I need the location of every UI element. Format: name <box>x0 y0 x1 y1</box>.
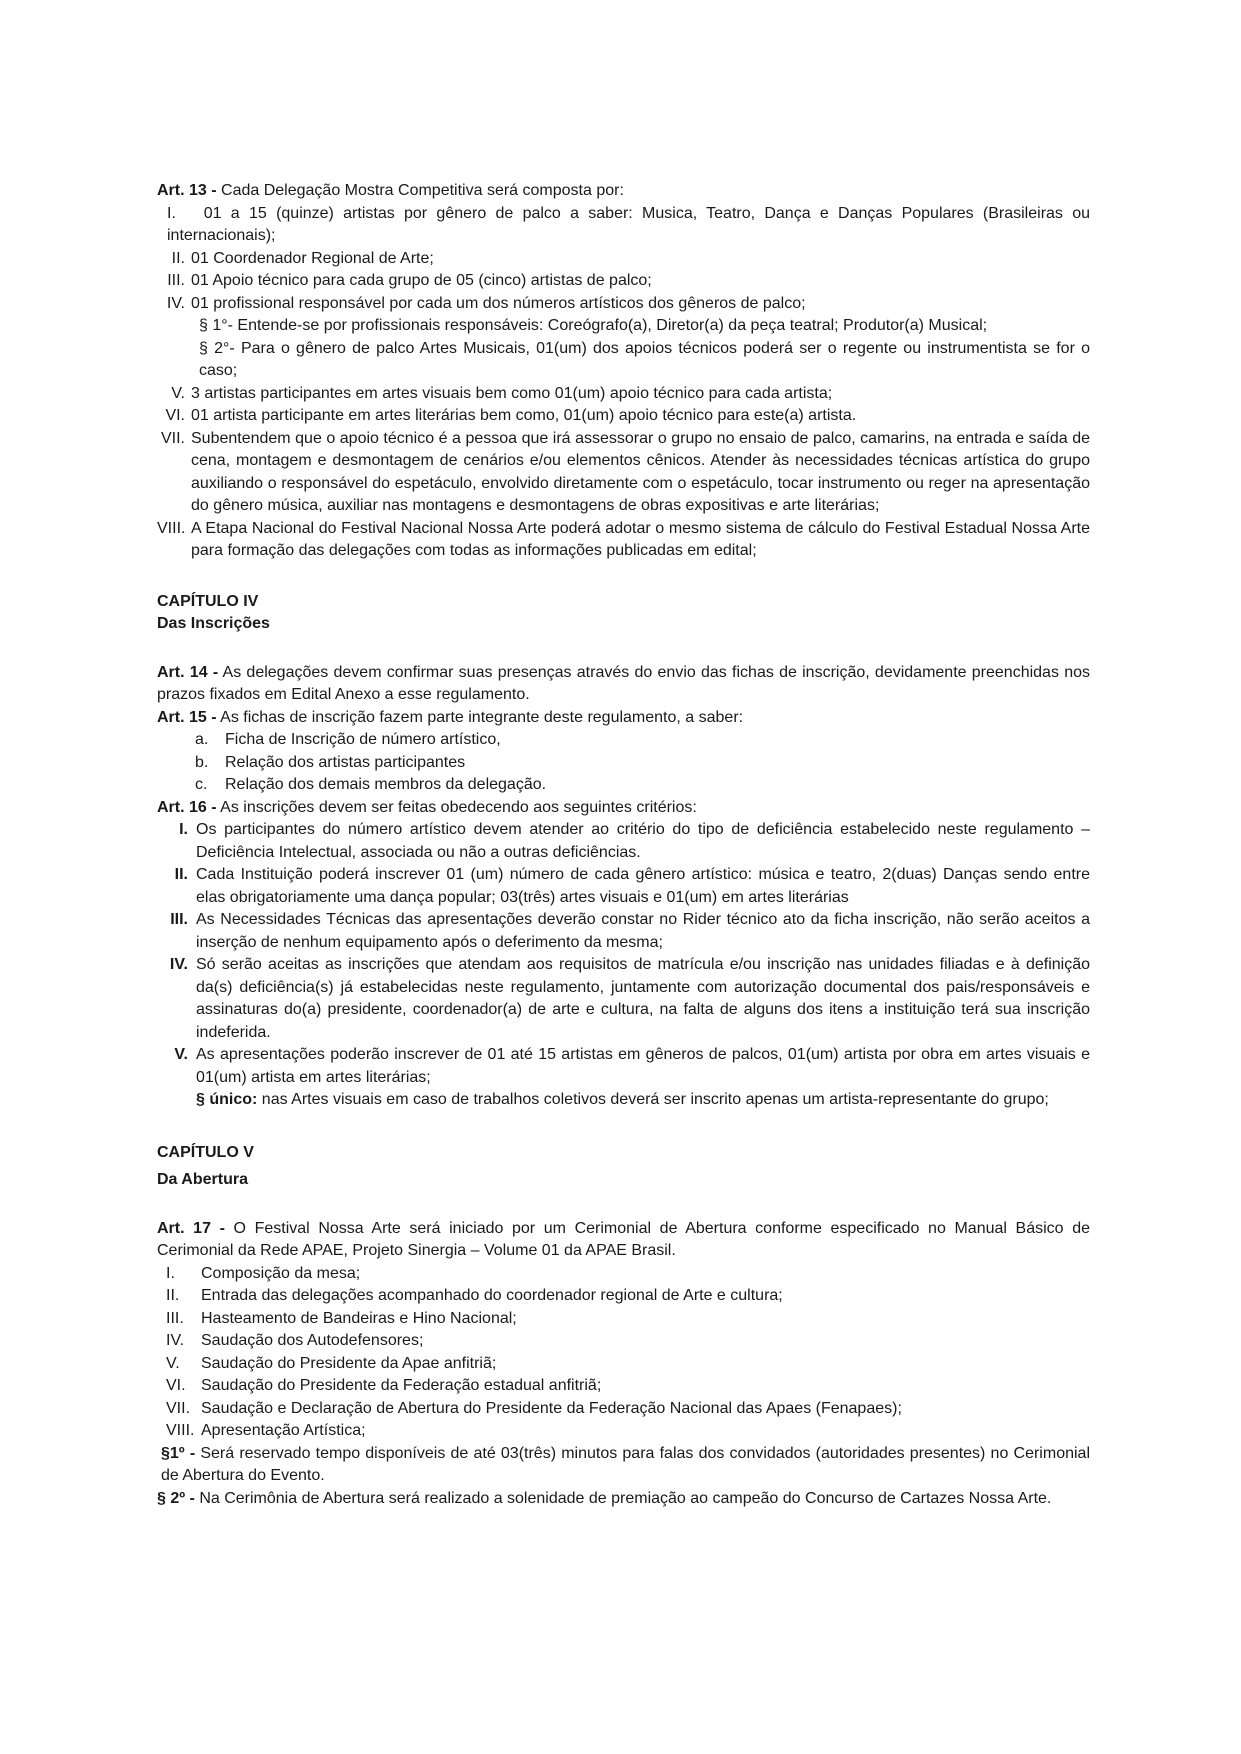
list-item-text: Apresentação Artística; <box>201 1422 366 1439</box>
art-16-list <box>157 819 1090 1112</box>
list-item-text: Relação dos artistas participantes <box>225 753 466 771</box>
list-item-v <box>157 383 1090 406</box>
list-item-text: As Necessidades Técnicas das apresentações deverão constar no Rider técnico ato da ficha inscrição, não serão aceitos a inserção de nenhum equipamento após o deferimento da mesma; <box>196 911 1090 951</box>
art-17-heading <box>157 1218 1090 1263</box>
art-15-label: Art. 15 - <box>157 708 217 726</box>
chapter-5-title: CAPÍTULO V <box>157 1143 254 1161</box>
list-item-number: I. <box>179 821 188 838</box>
list-item-i <box>157 1263 1090 1286</box>
list-item-ii <box>157 1285 1090 1308</box>
art-13-list <box>157 203 1090 563</box>
list-item-ii <box>157 864 1090 909</box>
art-13-heading <box>157 180 1090 203</box>
list-item-iii <box>157 270 1090 293</box>
list-item-number: I. <box>166 1264 175 1282</box>
list-item-text: Entrada das delegações acompanhado do coordenador regional de Arte e cultura; <box>201 1287 783 1304</box>
list-item-letter: a. <box>195 731 209 748</box>
list-item-text: Saudação dos Autodefensores; <box>201 1332 424 1349</box>
list-item-number: I. <box>167 204 176 222</box>
chapter-4-title: CAPÍTULO IV <box>157 592 259 610</box>
list-item-i <box>157 819 1090 864</box>
list-item-letter: b. <box>195 753 209 771</box>
list-item-number: VII. <box>160 429 185 447</box>
list-item-vii <box>157 428 1090 518</box>
list-item-letter: c. <box>195 776 208 793</box>
list-item-text: A Etapa Nacional do Festival Nacional Nossa Arte poderá adotar o mesmo sistema de cálculo do Festival Estadual Nossa Arte para formação das delegações com todas as informações publicadas em edital; <box>191 519 1090 559</box>
list-item-number: II. <box>174 866 188 883</box>
list-item-number: IV. <box>166 1332 185 1349</box>
paragraph-2 <box>157 1488 1090 1511</box>
art-15-heading <box>157 707 1090 730</box>
list-item-number: V. <box>166 1354 180 1372</box>
chapter-5-subtitle: Da Abertura <box>157 1171 248 1188</box>
list-item-viii <box>157 518 1090 563</box>
list-item-number: II. <box>171 249 185 267</box>
list-item-iii <box>157 909 1090 954</box>
list-item-iv <box>157 293 1090 383</box>
list-item-text: Saudação do Presidente da Apae anfitriã; <box>201 1354 497 1372</box>
paragraph-unico-label: § único: <box>196 1091 258 1108</box>
list-item-a <box>157 729 1090 752</box>
list-item-number: III. <box>166 1309 184 1327</box>
list-item-text: 01 a 15 (quinze) artistas por gênero de palco a saber: Musica, Teatro, Dança e Danças Populares (Brasileiras ou internacionais); <box>167 204 1090 244</box>
paragraph-unico-text: nas Artes visuais em caso de trabalhos coletivos deverá ser inscrito apenas um artista-representante do grupo; <box>257 1091 1049 1108</box>
list-item-text: Subentendem que o apoio técnico é a pessoa que irá assessorar o grupo no ensaio de palco, camarins, na entrada e saída de cena, montagem e desmontagem de cenários e/ou elementos cênicos. Atender às necessidades técnicas artística do grupo auxiliando o responsável do espetáculo, envolvido diretamente com o espetáculo, tocar instrumento ou reger na apresentação do gênero música, auxiliar nas montagens e desmontagens de obras expositivas e arte literárias; <box>191 429 1090 514</box>
list-item-i <box>157 203 1090 248</box>
list-item-b <box>157 752 1090 775</box>
art-14-paragraph <box>157 662 1090 707</box>
art-16-heading <box>157 797 1090 820</box>
list-item-text: Saudação e Declaração de Abertura do Presidente da Federação Nacional das Apaes (Fenapaes); <box>201 1399 902 1417</box>
list-item-vii <box>157 1398 1090 1421</box>
paragraph-unico <box>196 1089 1090 1112</box>
art-13-label: Art. 13 - <box>157 182 217 199</box>
list-item-text: 3 artistas participantes em artes visuais bem como 01(um) apoio técnico para cada artista; <box>191 384 833 402</box>
list-item-number: IV. <box>169 956 188 973</box>
list-item-text: 01 Apoio técnico para cada grupo de 05 (cinco) artistas de palco; <box>191 272 652 289</box>
list-item-text: Relação dos demais membros da delegação. <box>225 776 547 793</box>
paragraph-1-text: Será reservado tempo disponíveis de até 03(três) minutos para falas dos convidados (autoridades presentes) no Cerimonial de Abertura do Evento. <box>161 1444 1090 1484</box>
list-item-text: Os participantes do número artístico devem atender ao critério do tipo de deficiência estabelecido neste regulamento – Deficiência Intelectual, associada ou não a outras deficiências. <box>196 821 1090 861</box>
list-item-number: VI. <box>166 1377 186 1394</box>
list-item-iv <box>157 954 1090 1044</box>
list-item-number: V. <box>174 1046 188 1063</box>
list-item-number: V. <box>171 384 185 402</box>
paragraph-1 <box>157 1443 1090 1488</box>
art-13-intro: Cada Delegação Mostra Competitiva será composta por: <box>221 182 624 199</box>
art-14-label: Art. 14 - <box>157 663 219 681</box>
list-item-text: Composição da mesa; <box>201 1264 361 1282</box>
art-15-intro: As fichas de inscrição fazem parte integrante deste regulamento, a saber: <box>220 708 744 726</box>
paragraph-2-text: Na Cerimônia de Abertura será realizado a solenidade de premiação ao campeão do Concurso de Cartazes Nossa Arte. <box>199 1489 1052 1507</box>
list-item-v <box>157 1353 1090 1376</box>
list-item-text: Só serão aceitas as inscrições que atendam aos requisitos de matrícula e/ou inscrição nas unidades filiadas e à definição da(s) deficiência(s) já estabelecidas neste regulamento, juntamente com autorização documental dos pais/responsáveis e assinaturas do(a) presidente, coordenador(a) de arte e cultura, na falta de alguns dos itens a instituição terá sua inscrição indeferida. <box>196 956 1090 1041</box>
list-item-text: Cada Instituição poderá inscrever 01 (um) número de cada gênero artístico: música e teatro, 2(duas) Danças sendo entre elas obrigatoriamente uma dança popular; 03(três) artes visuais e 01(um) em artes literárias <box>196 866 1090 906</box>
art-17-intro: O Festival Nossa Arte será iniciado por um Cerimonial de Abertura conforme especificado no Manual Básico de Cerimonial da Rede APAE, Projeto Sinergia – Volume 01 da APAE Brasil. <box>157 1219 1090 1259</box>
chapter-4-subtitle: Das Inscrições <box>157 615 270 632</box>
paragraph-1-label: §1º - <box>161 1444 196 1462</box>
list-item-text: Hasteamento de Bandeiras e Hino Nacional; <box>201 1309 517 1327</box>
art-16-intro: As inscrições devem ser feitas obedecendo aos seguintes critérios: <box>220 798 697 816</box>
list-item-iii <box>157 1308 1090 1331</box>
art-17-list <box>157 1263 1090 1443</box>
list-item-text: 01 profissional responsável por cada um dos números artísticos dos gêneros de palco; <box>191 294 806 312</box>
list-item-number: VI. <box>165 407 185 424</box>
paragraph-2-label: § 2º - <box>157 1489 195 1507</box>
art-14-text: As delegações devem confirmar suas presenças através do envio das fichas de inscrição, devidamente preenchidas nos prazos fixados em Edital Anexo a esse regulamento. <box>157 663 1090 703</box>
list-item-vi <box>157 405 1090 428</box>
list-item-number: VIII. <box>166 1422 195 1439</box>
list-item-viii <box>157 1420 1090 1443</box>
list-item-ii <box>157 248 1090 271</box>
list-item-number: III. <box>170 911 188 928</box>
list-item-number: II. <box>166 1287 180 1304</box>
list-item-text: Ficha de Inscrição de número artístico, <box>225 731 501 748</box>
list-item-text: Saudação do Presidente da Federação estadual anfitriã; <box>201 1377 602 1394</box>
art-17-label: Art. 17 - <box>157 1219 225 1237</box>
list-item-c <box>157 774 1090 797</box>
paragraph-1-sub: § 1°- Entende-se por profissionais responsáveis: Coreógrafo(a), Diretor(a) da peça teatral; Produtor(a) Musical; <box>199 317 988 334</box>
list-item-number: IV. <box>166 294 185 312</box>
list-item-text: 01 Coordenador Regional de Arte; <box>191 249 434 267</box>
list-item-vi <box>157 1375 1090 1398</box>
list-item-number: VII. <box>166 1399 191 1417</box>
list-item-text: 01 artista participante em artes literárias bem como, 01(um) apoio técnico para este(a) artista. <box>191 407 857 424</box>
list-item-number: III. <box>167 272 185 289</box>
art-15-list <box>157 729 1090 797</box>
paragraph-2-sub: § 2°- Para o gênero de palco Artes Musicais, 01(um) dos apoios técnicos poderá ser o regente ou instrumentista se for o caso; <box>199 339 1090 379</box>
list-item-iv <box>157 1330 1090 1353</box>
list-item-number: VIII. <box>157 519 186 537</box>
art-16-label: Art. 16 - <box>157 798 217 816</box>
list-item-text: As apresentações poderão inscrever de 01 até 15 artistas em gêneros de palcos, 01(um) artista por obra em artes visuais e 01(um) artista em artes literárias; <box>196 1046 1090 1086</box>
list-item-v <box>157 1044 1090 1112</box>
